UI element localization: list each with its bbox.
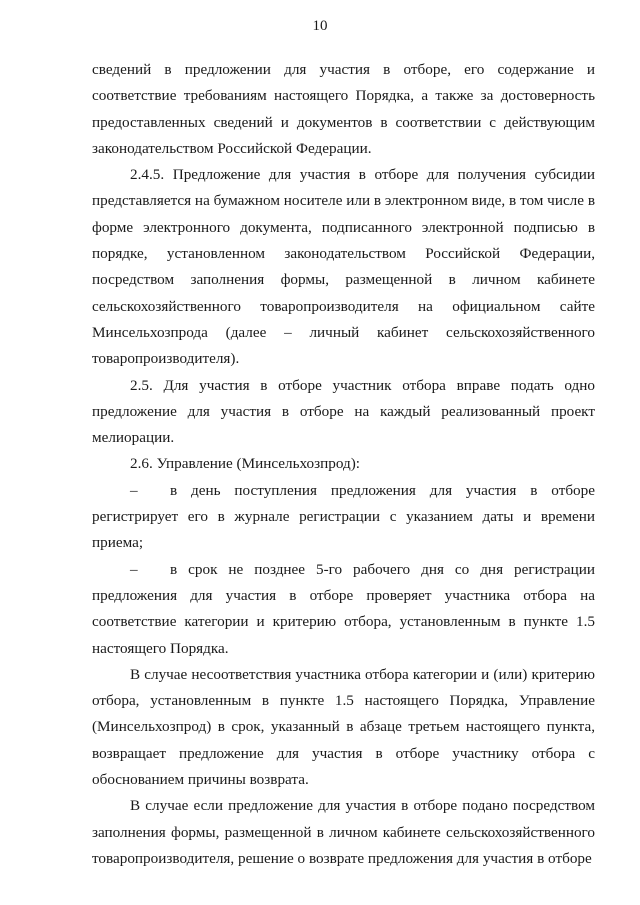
list-item-text: в день поступления предложения для участия в отборе регистрирует его в журнале регистрации с указанием даты и времени приема; xyxy=(92,481,595,552)
list-item-text: в срок не позднее 5-го рабочего дня со дня регистрации предложения для участия в отборе проверяет участника отбора на соответствие категории и критерию отбора, установленным в пункте 1.5 настоящего Порядка. xyxy=(92,560,595,657)
paragraph-personal-cabinet: В случае если предложение для участия в отборе подано посредством заполнения формы, размещенной в личном кабинете сельскохозяйственного товаропроизводителя, решение о возврате предложения для участия в отборе xyxy=(92,797,595,867)
list-item-verification xyxy=(92,557,595,662)
list-dash: – xyxy=(130,481,138,499)
paragraph-continuation: сведений в предложении для участия в отборе, его содержание и соответствие требованиям настоящего Порядка, а также за достоверность предоставленных сведений и документов в соответствии с действующим законодательством Российской Федерации. xyxy=(92,61,595,157)
paragraph-nonconformity: В случае несоответствия участника отбора категории и (или) критерию отбора, установленным в пункте 1.5 настоящего Порядка, Управление (Минсельхозпрод) в срок, указанный в абзаце третьем настоящего пункта, возвращает предложение для участия в отборе участнику отбора с обоснованием причины возврата. xyxy=(92,665,595,789)
paragraph-2-6: 2.6. Управление (Минсельхозпрод): xyxy=(130,455,361,473)
paragraph-2-4-5: 2.4.5. Предложение для участия в отборе для получения субсидии представляется на бумажном носителе или в электронном виде, в том числе в форме электронного документа, подписанного электронной подписью в порядке, установленном законодательством Российской Федерации, посредством заполнения формы, размещенной в личном кабинете сельскохозяйственного товаропроизводителя на официальном сайте Минсельхозпрода (далее – личный кабинет сельскохозяйственного товаропроизводителя). xyxy=(92,166,595,368)
paragraph-2-5: 2.5. Для участия в отборе участник отбора вправе подать одно предложение для участия в отборе на каждый реализованный проект мелиорации. xyxy=(92,376,595,447)
list-dash: – xyxy=(130,560,138,578)
page-number: 10 xyxy=(312,18,328,34)
document-body xyxy=(92,57,595,872)
list-item-registration xyxy=(92,478,595,557)
